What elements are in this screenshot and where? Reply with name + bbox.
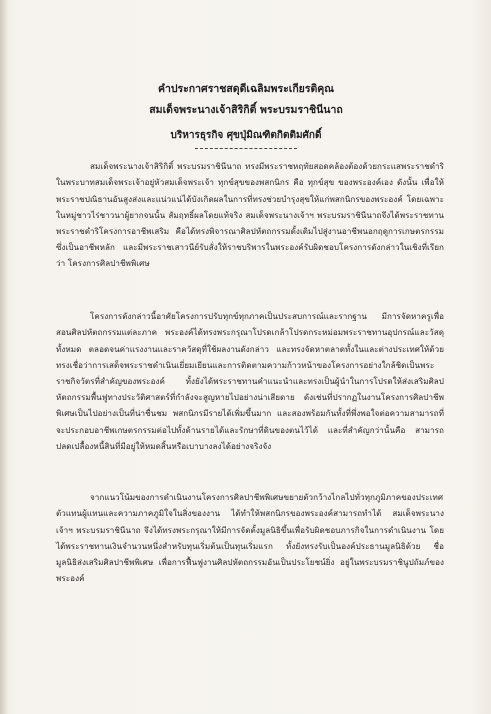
paragraph-3: จากแนวโน้มของการดำเนินงานโครงการศิลปาชีพพิเศษขยายตัวกว้างไกลไปทั่วทุกภูมิภาคของประเทศ ตัวแทนผู้แทนและความภาคภูมิใจในสิ่งของงาน ได้ทำให้พสกนิกรของพระองค์สามารถทำได้ สมเด็จพระนางเจ้าฯ พระบรมราชินีนาถ จึงได้ทรงพระกรุณาให้มีการจัดตั้งมูลนิธิขึ้นเพื่อรับผิดชอบภารกิจในการดำเนินงาน โดยได้พระราชทานเงินจำนวนหนึ่งสำหรับทุนเริ่มต้นเป็นทุนเริ่มแรก ทั้งยังทรงรับเป็นองค์ประธานมูลนิธิด้วย ชื่อ มูลนิธิส่งเสริมศิลปาชีพพิเศษ เพื่อการฟื้นฟูงานศิลปหัตถกรรมอันเป็นประโยชน์ยิ่ง อยู่ในพระบรมราชินูปถัมภ์ของพระองค์ [56,492,444,584]
title-divider [195,148,297,149]
document-title-line2: สมเด็จพระนางเจ้าสิริกิติ์ พระบรมราชินีนาถ [149,104,343,116]
document-author: บริหารธุรกิจ ศุขปุ่มิณฑิตกิตติมศักดิ์ [170,130,322,141]
paragraph-1: สมเด็จพระนางเจ้าสิริกิติ์ พระบรมราชินีนาถ ทรงมีพระราชหฤทัยสอดคล้องต้องด้วยกระแสพระราชดำริในพระบาทสมเด็จพระเจ้าอยู่หัวสมเด็จพระเจ้า ทุกข์สุขของพสกนิกร คือ ทุกข์สุข ของพระองค์เอง ดังนั้น เพื่อให้พระราชปณิธานอันสูงส่งและแน่วแน่ได้บังเกิดผลในการที่ทรงช่วยบำรุงสุขให้แก่พสกนิกรของพระองค์ โดยเฉพาะในหมู่ชาวไร่ชาวนาผู้ยากจนนั้น สัมฤทธิ์ผลโดยแท้จริง สมเด็จพระนางเจ้าฯ พระบรมราชินีนาถจึงได้พระราชทานพระราชดำริโครงการอาชีพเสริม คือได้ทรงพิจารณาศิลปหัตถกรรมดั้งเดิมไปสู่งานอาชีพนอกฤดูการเกษตรกรรม ซึ่งเป็นอาชีพหลัก และมีพระราชเสาวนีย์รับสั่งให้ราชบริพารในพระองค์รับผิดชอบโครงการดังกล่าวในเชิงที่เรียกว่า โครงการศิลปาชีพพิเศษ [56,161,444,269]
binding-shadow [0,0,8,714]
paragraph-2: โครงการดังกล่าวนี้อาศัยโครงการปรับทุกข์ทุกภาคเป็นประสบการณ์และรากฐาน มีการจัดหาครูเพื่อสอนศิลปหัตถกรรมแต่ละภาค พระองค์ได้ทรงพระกรุณาโปรดเกล้าโปรดกระหม่อมพระราชทานอุปกรณ์และวัสดุทั้งหมด ตลอดจนค่าแรงงานและราควัสดุที่ใช้ผลงานดังกล่าว และทรงจัดหาตลาดทั้งในและต่างประเทศให้ด้วย ทรงเชื่อว่าการเสด็จพระราชดำเนินเยี่ยมเยียนและการติดตามความก้าวหน้าของโครงการอย่างใกล้ชิดเป็นพระราชกิจวัตรที่สำคัญของพระองค์ ทั้งยังได้พระราชทานคำแนะนำและทรงเป็นผู้นำในการโปรดให้ส่งเสริมศิลปหัตถกรรมพื้นฟูทางประวัติศาสตร์ที่กำลังจะสูญหายไปอย่างน่าเสียดาย ดังเช่นที่ปรากฏในงานโครงการศิลปาชีพพิเศษเป็นไปอย่างเป็นที่น่าชื่นชม พสกนิกรมีรายได้เพิ่มขึ้นมาก และสองพร้อมกันทั้งที่พึ่งพอใจต่อความสามารถที่จะประกอบอาชีพเกษตรกรรมต่อไปทั้งด้านรายได้และรักษาที่ดินของตนไว้ได้ และที่สำคัญกว่านั้นคือ สามารถปลดเปลื้องหนี้สินที่มีอยู่ให้หมดสิ้นหรือเบาบางลงได้อย่างจริงจัง [56,311,444,451]
document-title-line1: คำประกาศราชสดุดีเฉลิมพระเกียรติคุณ [157,83,335,95]
